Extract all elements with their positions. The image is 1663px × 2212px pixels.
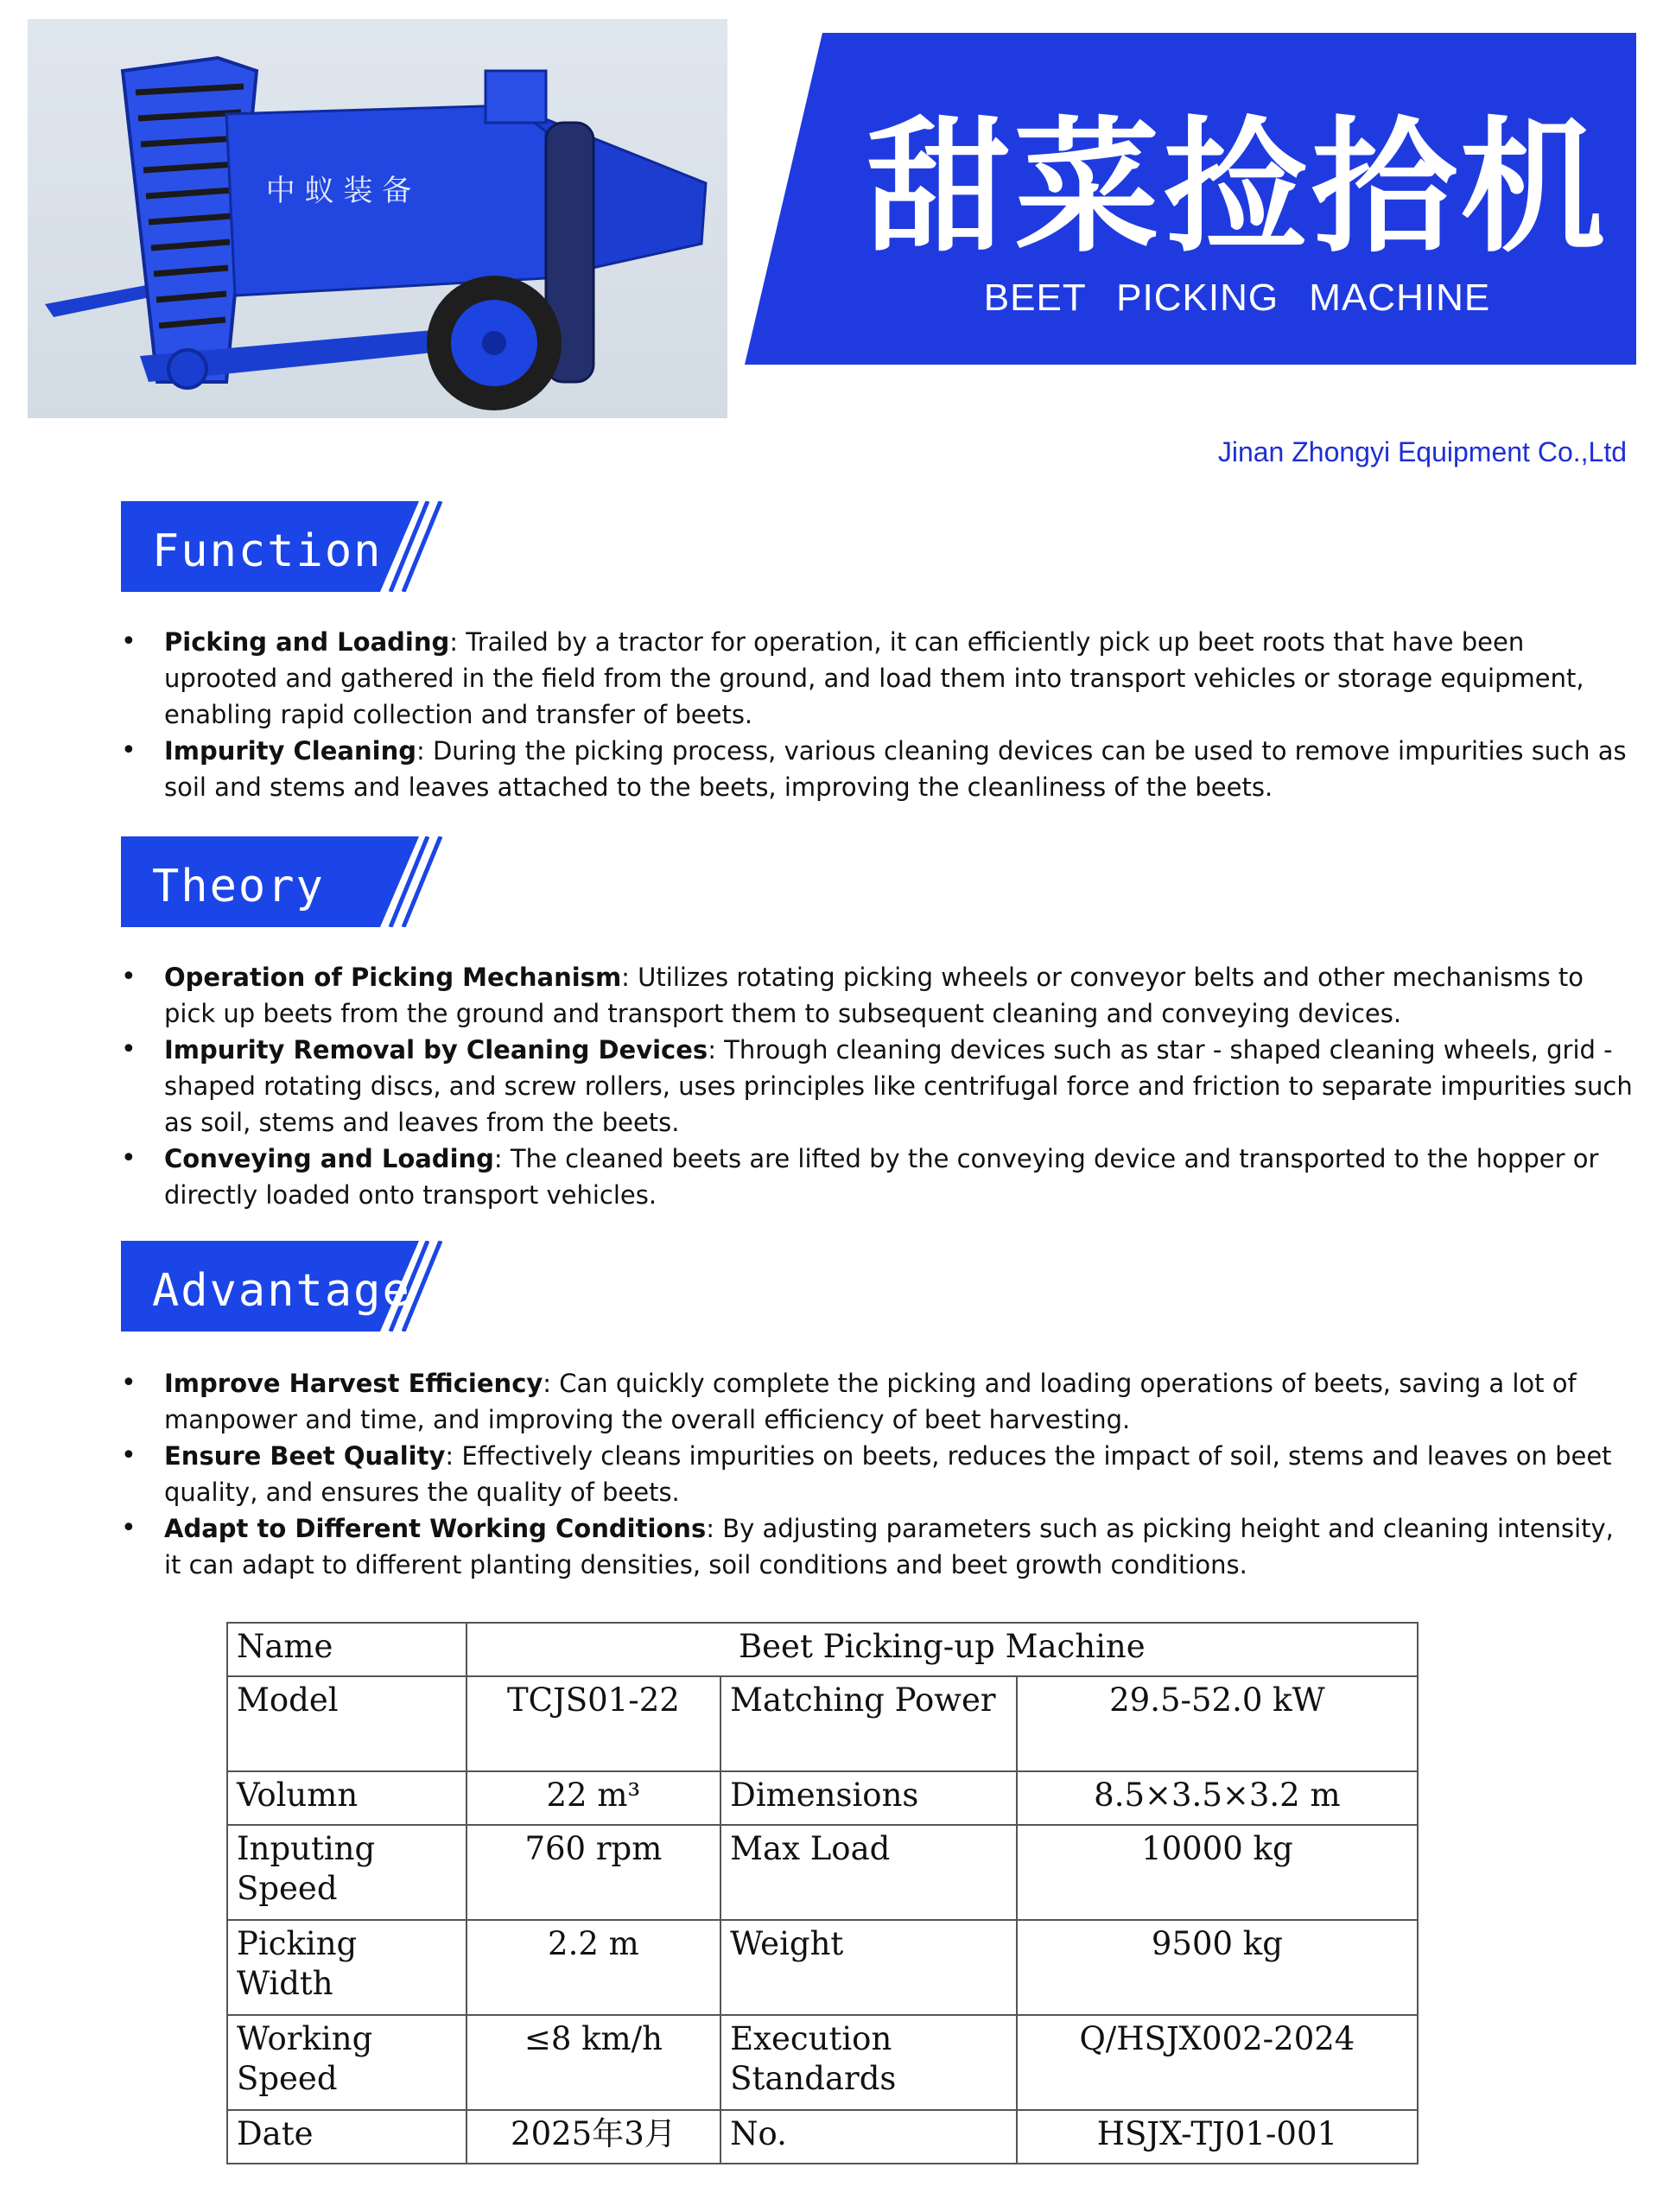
list-item: • Impurity Removal by Cleaning Devices: Through cleaning devices such as star - shaped cleaning wheels, grid - shaped rotating discs, and screw rollers, uses principles like centrifugal force and friction to separate impurities such as soil, stems and leaves from the beets. — [121, 1032, 1637, 1141]
spec-label: Inputing Speed — [227, 1825, 467, 1920]
spec-label: Matching Power — [720, 1676, 1017, 1771]
list-item: • Ensure Beet Quality: Effectively cleans impurities on beets, reduces the impact of soil, stems and leaves on beet quality, and ensures the quality of beets. — [121, 1438, 1637, 1510]
spec-value: 8.5×3.5×3.2 m — [1017, 1771, 1418, 1825]
section-title-function: Function — [152, 525, 383, 577]
spec-value: ≤8 km/h — [467, 2015, 721, 2110]
spec-label: Dimensions — [720, 1771, 1017, 1825]
list-item: • Impurity Cleaning: During the picking process, various cleaning devices can be used to remove impurities such as soil and stems and leaves attached to the beets, improving the cleanliness of the beets. — [121, 733, 1637, 805]
table-row — [227, 1623, 1418, 1676]
spec-table — [226, 1622, 1419, 2164]
spec-value: TCJS01-22 — [467, 1676, 721, 1771]
section-tab-function — [121, 501, 445, 592]
spec-value: 29.5-52.0 kW — [1017, 1676, 1418, 1771]
spec-label: Name — [227, 1623, 467, 1676]
title-banner — [745, 33, 1636, 365]
spec-value: 10000 kg — [1017, 1825, 1418, 1920]
spec-value: 2.2 m — [467, 1920, 721, 2015]
spec-value: 760 rpm — [467, 1825, 721, 1920]
spec-label: Working Speed — [227, 2015, 467, 2110]
title-chinese: 甜菜捡拾机 — [866, 103, 1609, 272]
table-row — [227, 1825, 1418, 1920]
spec-label: Weight — [720, 1920, 1017, 2015]
spec-value: Q/HSJX002-2024 — [1017, 2015, 1418, 2110]
spec-value: 9500 kg — [1017, 1920, 1418, 2015]
list-item: • Operation of Picking Mechanism: Utilizes rotating picking wheels or conveyor belts and other mechanisms to pick up beets from the ground and transport them to subsequent cleaning and conveying devices. — [121, 959, 1637, 1032]
table-row — [227, 2015, 1418, 2110]
company-name: Jinan Zhongyi Equipment Co.,Ltd — [1217, 436, 1627, 467]
section-tab-theory — [121, 836, 445, 927]
spec-label: Execution Standards — [720, 2015, 1017, 2110]
section-tab-advantage — [121, 1241, 445, 1332]
section-title-theory: Theory — [152, 861, 325, 912]
list-item: • Picking and Loading: Trailed by a tractor for operation, it can efficiently pick up beet roots that have been uprooted and gathered in the field from the ground, and load them into transport vehicles or storage equipment, enabling rapid collection and transfer of beets. — [121, 624, 1637, 733]
function-list — [121, 624, 1637, 805]
spec-value: Beet Picking-up Machine — [467, 1623, 1418, 1676]
spec-label: Model — [227, 1676, 467, 1771]
spec-label: Max Load — [720, 1825, 1017, 1920]
spec-label: No. — [720, 2110, 1017, 2164]
theory-list — [121, 959, 1637, 1213]
spec-value: 2025年3月 — [467, 2110, 721, 2164]
table-row — [227, 1676, 1418, 1771]
spec-label: Volumn — [227, 1771, 467, 1825]
list-item: • Adapt to Different Working Conditions: By adjusting parameters such as picking height and cleaning intensity, it can adapt to different planting densities, soil conditions and beet growth conditions. — [121, 1510, 1637, 1583]
machine-label: 中 蚁 装 备 — [265, 174, 412, 208]
spec-label: Picking Width — [227, 1920, 467, 2015]
list-item: • Conveying and Loading: The cleaned beets are lifted by the conveying device and transported to the hopper or directly loaded onto transport vehicles. — [121, 1141, 1637, 1213]
advantage-list — [121, 1365, 1637, 1583]
title-english: BEET PICKING MACHINE — [983, 276, 1491, 319]
spec-value: HSJX-TJ01-001 — [1017, 2110, 1418, 2164]
list-item: • Improve Harvest Efficiency: Can quickly complete the picking and loading operations of beets, saving a lot of manpower and time, and improving the overall efficiency of beet harvesting. — [121, 1365, 1637, 1438]
spec-label: Date — [227, 2110, 467, 2164]
beet-picker-drawing — [28, 19, 727, 418]
table-row — [227, 1771, 1418, 1825]
table-row — [227, 1920, 1418, 2015]
section-title-advantage: Advantage — [152, 1265, 411, 1317]
machine-illustration — [28, 19, 727, 418]
spec-value: 22 m³ — [467, 1771, 721, 1825]
table-row — [227, 2110, 1418, 2164]
